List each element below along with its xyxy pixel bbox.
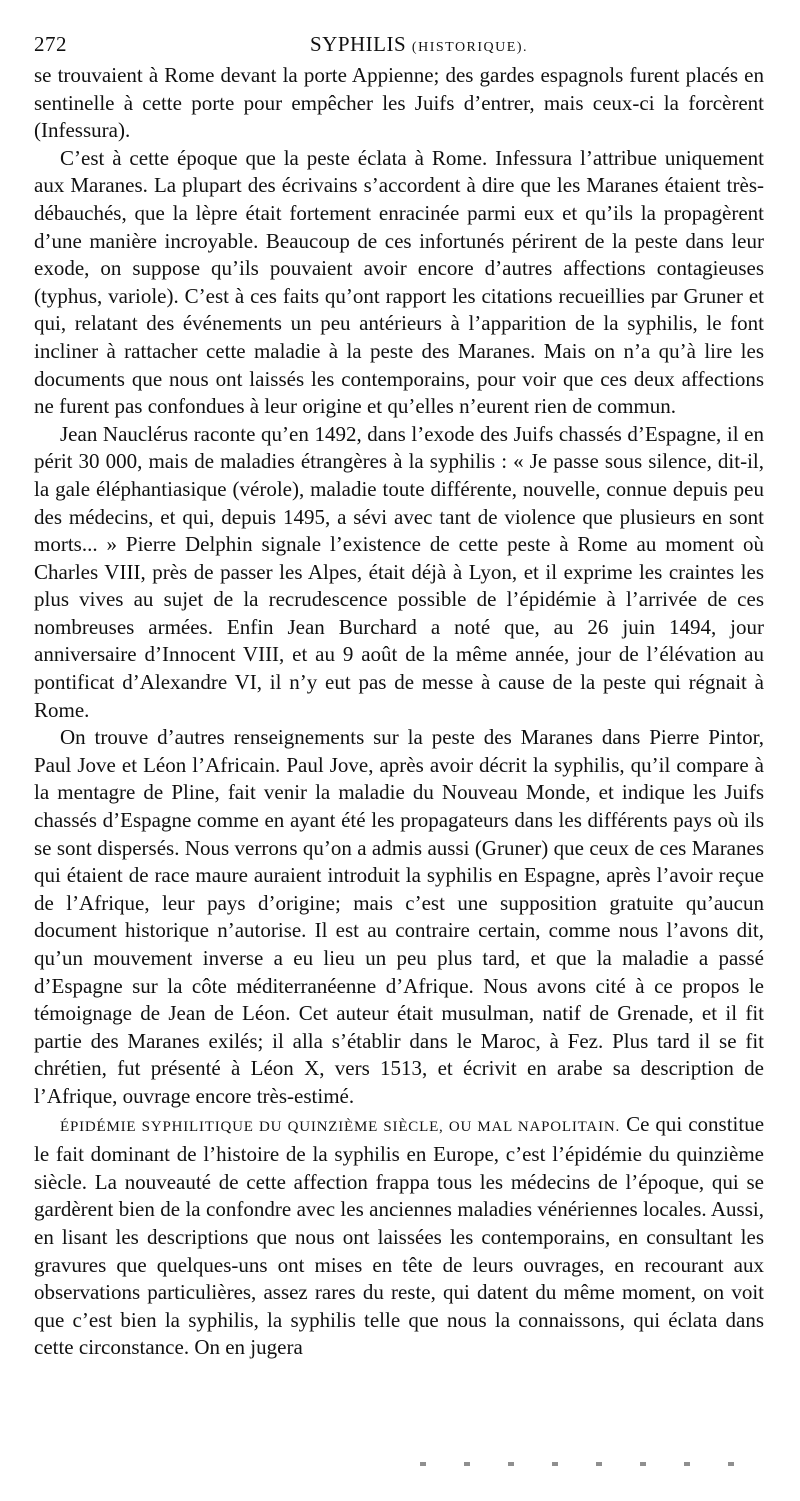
paragraph-continuation: se trouvaient à Rome devant la porte Appienne; des gardes espagnols furent placés en sentinelle à cette porte pour empêcher les Juifs d’entrer, mais ceux-ci la forcèrent (Infessura).	[34, 63, 764, 143]
section-paragraph	[34, 1111, 764, 1362]
body-text	[34, 62, 764, 1362]
running-title-sub: (HISTORIQUE).	[411, 40, 528, 55]
running-title-main: SYPHILIS	[309, 32, 407, 56]
running-head	[34, 30, 764, 58]
running-title	[34, 30, 764, 62]
page-bottom-marks	[420, 1462, 760, 1466]
paragraph-peste-maranes: On trouve d’autres renseignements sur la peste des Maranes dans Pierre Pintor, Paul Jove et Léon l’Africain. Paul Jove, après avoir décrit la syphilis, qu’il compare à la mentagre de Pline, fait venir la maladie du Nouveau Monde, et indique les Juifs chassés d’Espagne comme en ayant été les propagateurs dans les différents pays où ils se sont dispersés. Nous verrons qu’on a admis aussi (Gruner) que ceux de ces Maranes qui étaient de race maure auraient introduit la syphilis en Espagne, après l’avoir reçue de l’Afrique, leur pays d’origine; mais c’est une supposition gratuite qu’aucun document historique n’autorise. Il est au contraire certain, comme nous l’avons dit, qu’un mouvement inverse a eu lieu un peu plus tard, et que la maladie a passé d’Espagne sur la côte méditerranéenne d’Afrique. Nous avons cité à ce propos le témoignage de Jean de Léon. Cet auteur était musulman, natif de Grenade, et il fit partie des Maranes exilés; il alla s’établir dans le Maroc, à Fez. Plus tard il se fit chrétien, fut présenté à Léon X, vers 1513, et écrivit en arabe sa description de l’Afrique, ouvrage encore très-estimé.	[34, 725, 764, 1108]
page-number: 272	[34, 32, 67, 56]
section-heading: ÉPIDÉMIE SYPHILITIQUE DU QUINZIÈME SIÈCLE, OU MAL NAPOLITAIN.	[60, 1118, 621, 1135]
paragraph-peste-rome: C’est à cette époque que la peste éclata à Rome. Infessura l’attribue uniquement aux Maranes. La plupart des écrivains s’accordent à dire que les Maranes étaient très-débauchés, que la lèpre était fortement enracinée parmi eux et qu’ils la propagèrent d’une manière incroyable. Beaucoup de ces infortunés périrent de la peste dans leur exode, on suppose qu’ils pouvaient avoir encore d’autres affections contagieuses (typhus, variole). C’est à ces faits qu’ont rapport les citations recueillies par Gruner et qui, relatant des événements un peu antérieurs à l’apparition de la syphilis, le font incliner à rattacher cette maladie à la peste des Maranes. Mais on n’a qu’à lire les documents que nous ont laissés les contemporains, pour voir que ces deux affections ne furent pas confondues à leur origine et qu’elles n’eurent rien de commun.	[34, 145, 764, 419]
section-text: Ce qui constitue le fait dominant de l’histoire de la syphilis en Europe, c’est l’épidémie du quinzième siècle. La nouveauté de cette affection frappa tous les médecins de l’époque, qui se gardèrent bien de la confondre avec les anciennes maladies vénériennes locales. Aussi, en lisant les descriptions que nous ont laissées les contemporains, en consultant les gravures que quelques-uns ont mises en tête de leurs ouvrages, en recourant aux observations particulières, assez rares du reste, qui datent du même moment, on voit que c’est bien la syphilis, la syphilis telle que nous la connaissons, qui éclata dans cette circonstance. On en jugera	[34, 1111, 765, 1360]
paragraph-nauclerus: Jean Nauclérus raconte qu’en 1492, dans l’exode des Juifs chassés d’Espagne, il en périt 30 000, mais de maladies étrangères à la syphilis : « Je passe sous silence, dit-il, la gale éléphantiasique (vérole), maladie toute différente, nouvelle, connue depuis peu des médecins, et qui, depuis 1495, a sévi avec tant de violence que plusieurs en sont morts... » Pierre Delphin signale l’existence de cette peste à Rome au moment où Charles VIII, près de passer les Alpes, était déjà à Lyon, et il exprime les craintes les plus vives au sujet de la recrudescence possible de l’épidémie à l’arrivée de ces nombreuses armées. Enfin Jean Burchard a noté que, au 26 juin 1494, jour anniversaire d’Innocent VIII, et au 9 août de la même année, jour de l’élévation au pontificat d’Alexandre VI, il n’y eut pas de messe à cause de la peste qui régnait à Rome.	[34, 421, 764, 722]
